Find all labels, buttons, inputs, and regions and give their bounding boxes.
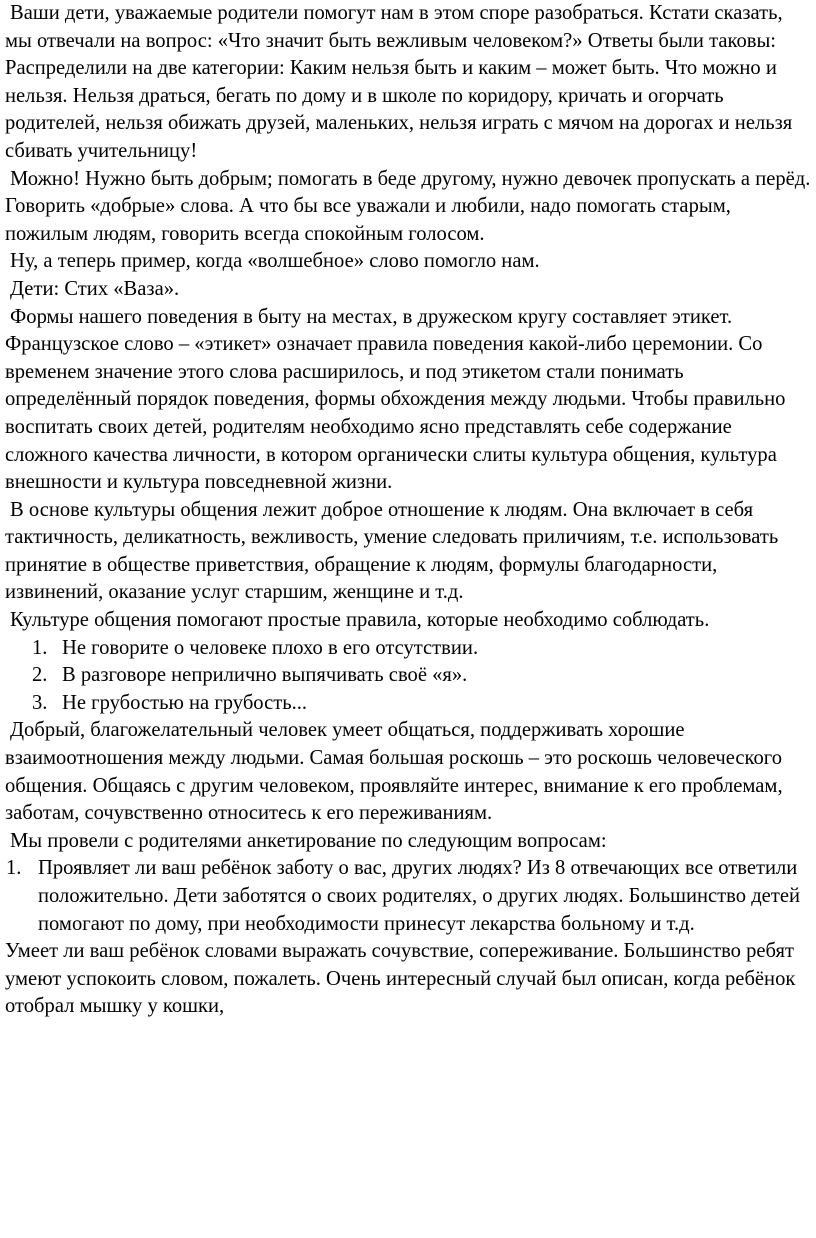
paragraph-sympathy: Умеет ли ваш ребёнок словами выражать сочувствие, сопереживание. Большинство ребят умеют успокоить словом, пожалеть. Очень интересный случай был описан, когда ребёнок отобрал мышку у кошки, (5, 940, 796, 1018)
list-item-number: 3. (32, 691, 48, 714)
paragraph-survey-intro: Мы провели с родителями анкетирование по следующим вопросам: (10, 829, 607, 852)
list-item-text: Не говорите о человеке плохо в его отсутствии. (62, 636, 479, 659)
document-body (5, 0, 813, 1021)
list-item-text: Не грубостью на грубость... (62, 691, 308, 714)
paragraph-kind-person: Добрый, благожелательный человек умеет общаться, поддерживать хорошие взаимоотношения между людьми. Самая большая роскошь – это роскошь человеческого общения. Общаясь с другим человеком, проявляйте интерес, внимание к его проблемам, заботам, сочувственно относитесь к его переживаниям. (5, 719, 783, 825)
list-item-text: Проявляет ли ваш ребёнок заботу о вас, других людях? Из 8 отвечающих все ответили положительно. Дети заботятся о своих родителях, о других людях. Большинство детей помогают по дому, при необходимости принесут лекарства больному и т.д. (38, 857, 800, 935)
paragraph-rules-intro: Культуре общения помогают простые правила, которые необходимо соблюдать. (10, 609, 710, 632)
list-item (5, 662, 813, 690)
list-item (5, 855, 813, 938)
list-item-number: 1. (32, 636, 48, 659)
list-item-number: 1. (6, 857, 22, 880)
survey-list (5, 855, 813, 938)
paragraph-poem: Дети: Стих «Ваза». (10, 277, 180, 300)
list-item (5, 635, 813, 663)
paragraph-example: Ну, а теперь пример, когда «волшебное» слово помогло нам. (10, 250, 540, 273)
paragraph-intro: Ваши дети, уважаемые родители помогут нам в этом споре разобраться. Кстати сказать, мы отвечали на вопрос: «Что значит быть вежливым человеком?» Ответы были таковы: Распределили на две категории: Каким нельзя быть и каким – может быть. Что можно и нельзя. Нельзя драться, бегать по дому и в школе по коридору, кричать и огорчать родителей, нельзя обижать друзей, маленьких, нельзя играть с мячом на дорогах и нельзя сбивать учительницу! (5, 2, 793, 162)
list-item-text: В разговоре неприлично выпячивать своё «я». (62, 664, 468, 687)
paragraph-etiquette: Формы нашего поведения в быту на местах, в дружеском кругу составляет этикет. Французское слово – «этикет» означает правила поведения какой-либо церемонии. Со временем значение этого слова расширилось, и под этикетом стали понимать определённый порядок поведения, формы обхождения между людьми. Чтобы правильно воспитать своих детей, родителям необходимо ясно представлять себе содержание сложного качества личности, в котором органически слиты культура общения, культура внешности и культура повседневной жизни. (5, 305, 786, 494)
paragraph-can: Можно! Нужно быть добрым; помогать в беде другому, нужно девочек пропускать а перёд. Говорить «добрые» слова. А что бы все уважали и любили, надо помогать старым, пожилым людям, говорить всегда спокойным голосом. (5, 167, 811, 245)
rules-list (5, 635, 813, 718)
paragraph-culture: В основе культуры общения лежит доброе отношение к людям. Она включает в себя тактичность, деликатность, вежливость, умение следовать приличиям, т.е. использовать принятие в обществе приветствия, обращение к людям, формулы благодарности, извинений, оказание услуг старшим, женщине и т.д. (5, 498, 779, 604)
list-item-number: 2. (32, 664, 48, 687)
list-item (5, 690, 813, 718)
